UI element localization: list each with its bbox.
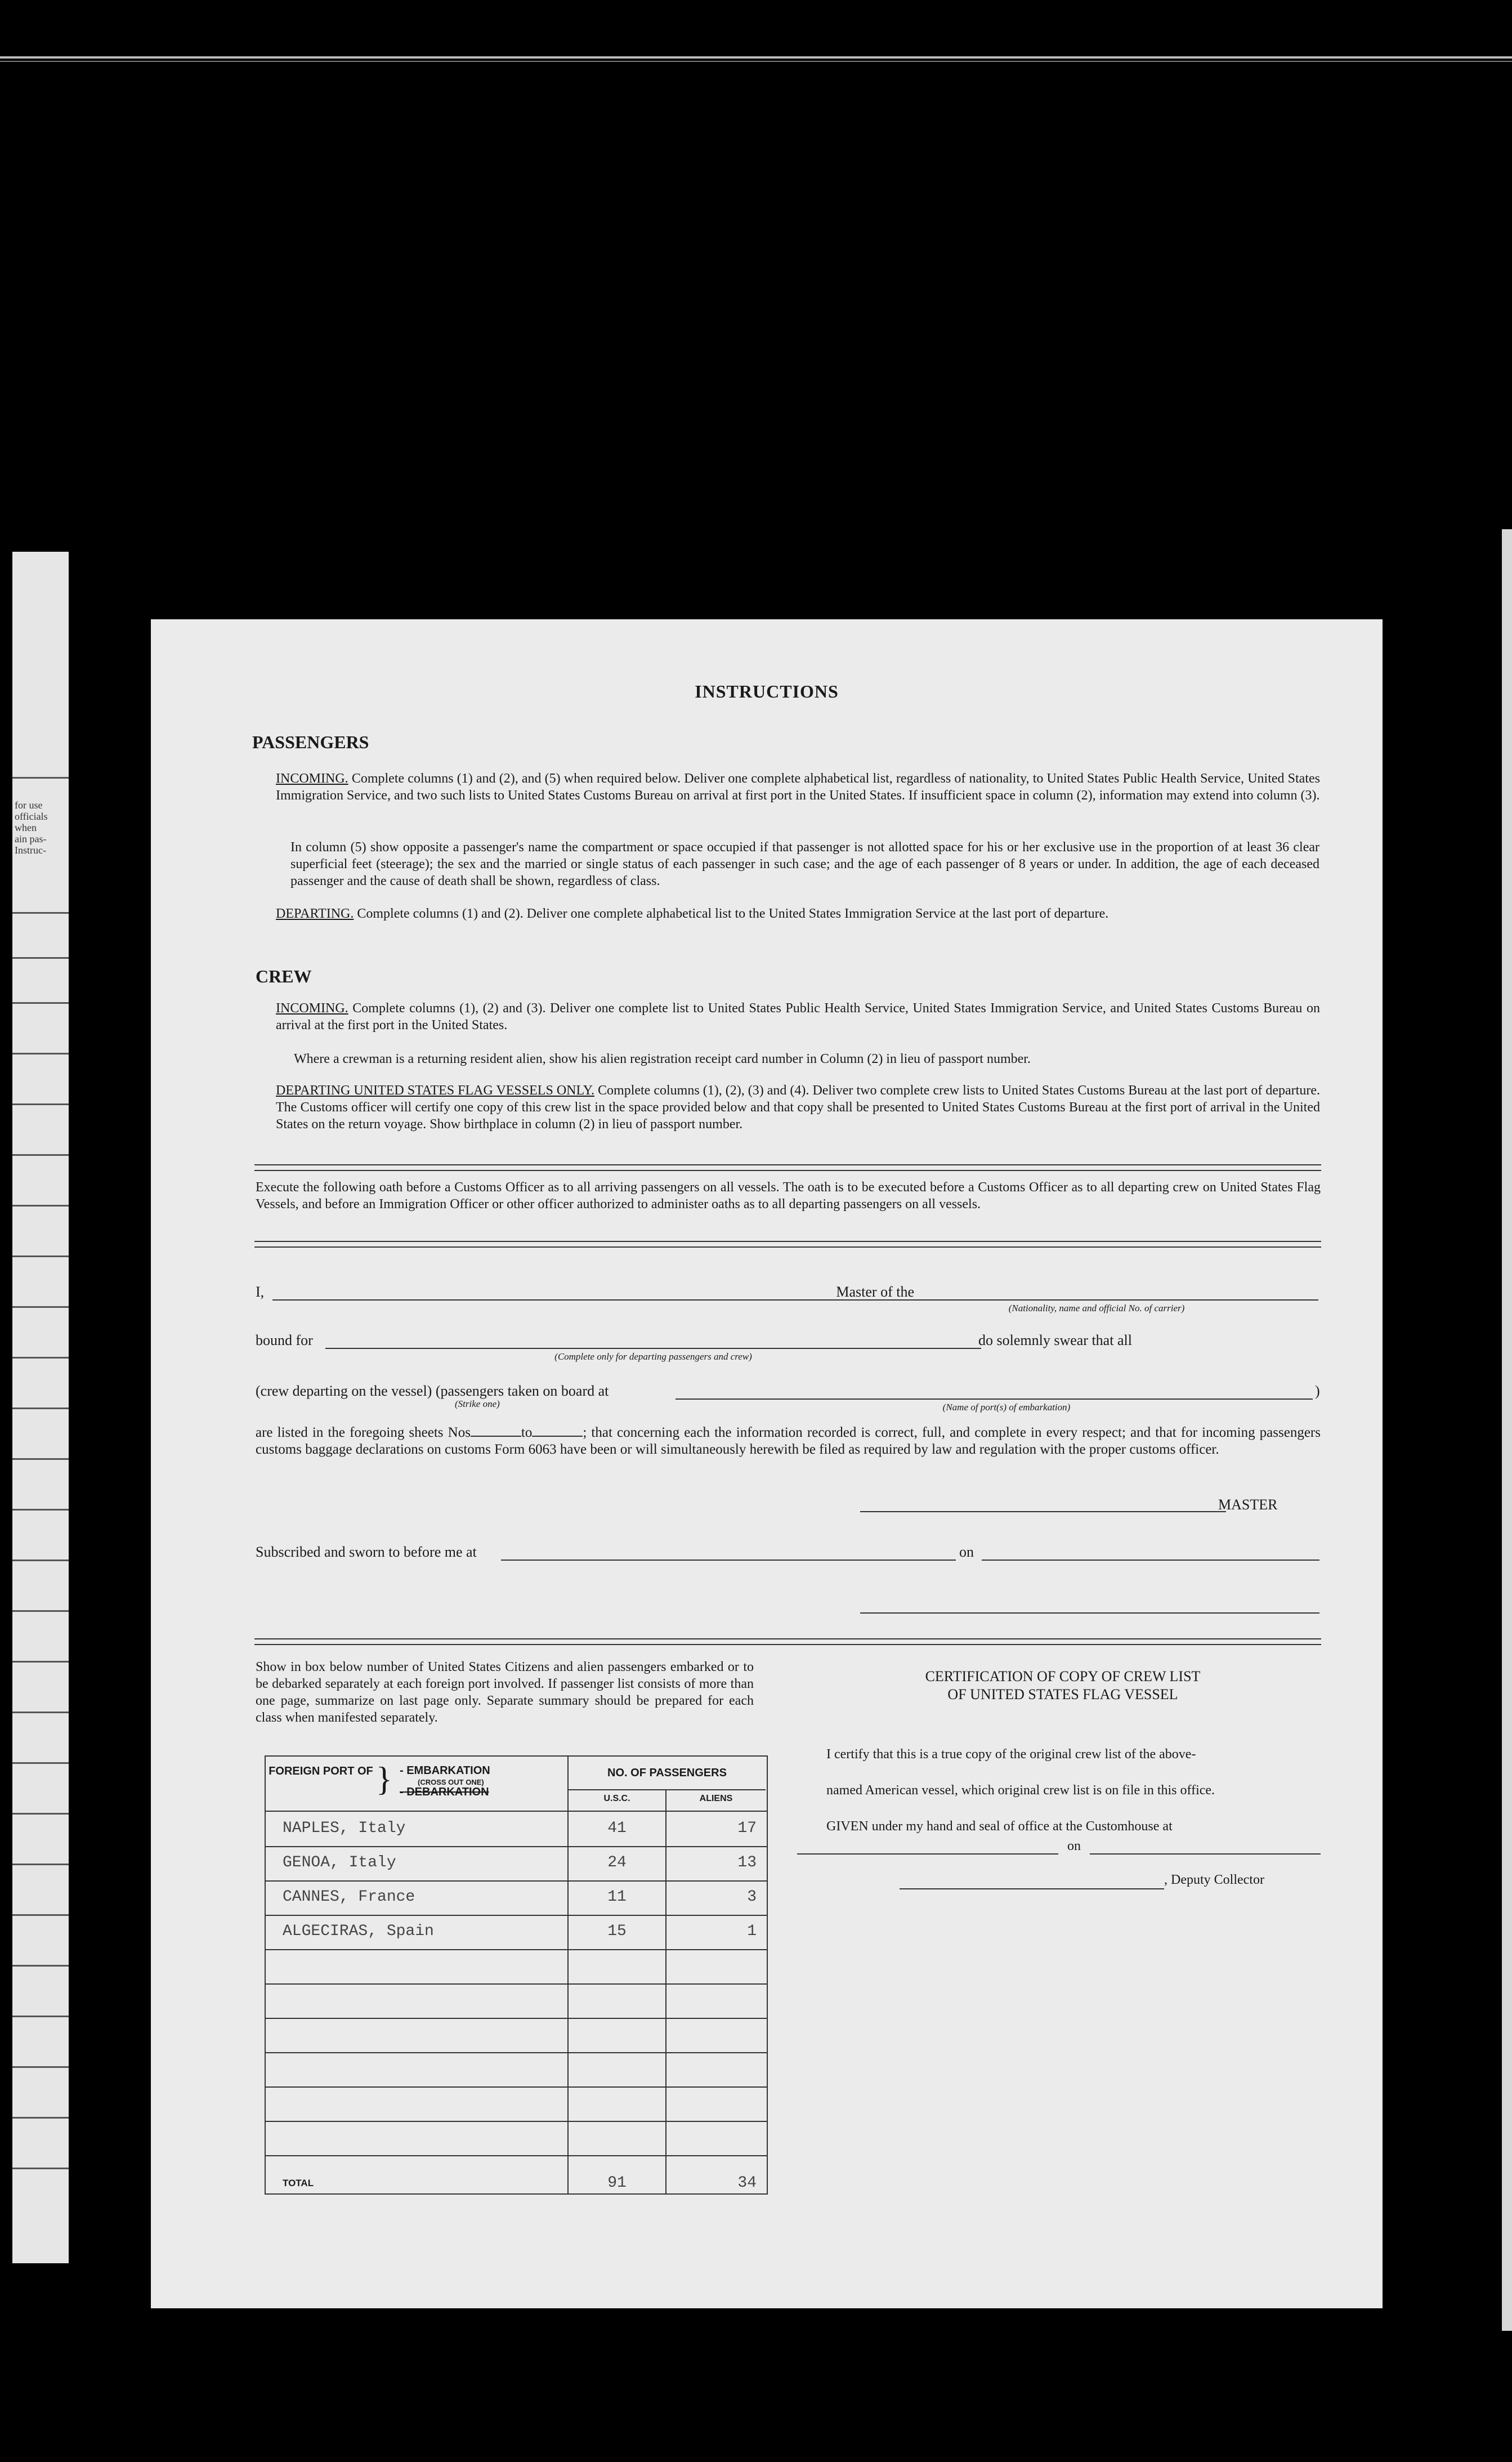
aliens-cell: 13 [737,1854,757,1871]
table-row [266,2086,767,2122]
crew-incoming-text: Complete columns (1), (2) and (3). Deliver one complete list to United States Public Health Service, United States Immigration Service, and United States Customs Bureau on arrival at the first port in the United States. [276,1001,1320,1033]
table-rule [569,1789,766,1790]
total-aliens: 34 [737,2174,757,2192]
bound-for-caption: (Complete only for departing passengers and crew) [554,1351,752,1362]
port-cell: ALGECIRAS, Spain [283,1923,434,1940]
table-row [266,2018,767,2053]
crew-incoming [276,1000,1320,1034]
port-cell: NAPLES, Italy [283,1820,406,1837]
oath-intro: Execute the following oath before a Customs Officer as to all arriving passengers on all vessels. The oath is to be executed before a Customs Officer as to all departing crew on United States Flag Vessels, and before an Immigration Officer or other officer authorized to administer oaths as to all departing passengers on all vessels. [256,1180,1321,1212]
table-row [266,2121,767,2156]
table-row [266,2052,767,2088]
subscribed-label: Subscribed and sworn to before me at [256,1544,477,1560]
sworn-at-field[interactable] [501,1560,956,1561]
divider [254,1638,1321,1645]
adjacent-page-strip: for use officials when ain pas- Instruc- [12,552,69,2263]
col-header-cross: (CROSS OUT ONE) [418,1778,484,1786]
customhouse-field[interactable] [797,1853,1058,1855]
listed-to: to [521,1425,533,1440]
oath-i-label: I, [256,1284,265,1300]
listed-b: ; that concerning each the information recorded is correct, full, and complete in every respect; and that for incoming passengers customs baggage declarations on customs Form 6063 have been or will simultaneously herewith be filed as required by law and regulation with the proper customs officer. [256,1425,1321,1457]
passenger-summary-table [265,1755,768,2195]
col-header-embarkation: - EMBARKATION [400,1764,490,1777]
passengers-incoming [276,770,1320,804]
bound-for-label: bound for [256,1332,313,1348]
certification-title-1: CERTIFICATION OF COPY OF CREW LIST [925,1668,1201,1684]
scan-edge-line [0,61,1512,62]
carrier-caption: (Nationality, name and official No. of carrier) [1008,1303,1185,1313]
embarkation-ports-field[interactable] [676,1398,1313,1400]
certification-title-2: OF UNITED STATES FLAG VESSEL [947,1686,1178,1703]
strike-one-caption: (Strike one) [455,1398,500,1409]
crew-passengers-label: (crew departing on the vessel) (passengers taken on board at [256,1383,609,1399]
table-row [266,1949,767,1985]
crew-incoming-label: INCOMING. [276,1001,348,1016]
close-paren: ) [1315,1383,1320,1399]
certification-title [809,1668,1316,1704]
table-row [266,1812,767,1847]
adjacent-page-edge [1502,529,1512,2331]
passengers-incoming-text: Complete columns (1) and (2), and (5) when required below. Deliver one complete alphabetical list, regardless of nationality, to United States Public Health Service, United States Immigration Service, and two such lists to United States Customs Bureau on arrival at first port in the United States. If insufficient space in column (2), information may extend into column (3). [276,771,1320,803]
col-header-passengers: NO. OF PASSENGERS [607,1767,727,1779]
passengers-departing [276,905,1320,922]
summary-intro: Show in box below number of United States Citizens and alien passengers embarked or to be debarked separately at each foreign port involved. If passenger list consists of more than one page, summarize on last page only. Separate summary should be prepared for each class when manifested separately. [256,1660,754,1725]
certification-on-label: on [1067,1839,1081,1853]
table-row [266,1983,767,2019]
aliens-cell: 1 [747,1923,757,1940]
passengers-departing-text: Complete columns (1) and (2). Deliver one complete alphabetical list to the United States Immigration Service at the last port of departure. [357,906,1109,921]
deputy-collector-label: , Deputy Collector [1164,1873,1264,1887]
carrier-field[interactable] [858,1299,1318,1301]
brace-icon: } [376,1761,392,1798]
passengers-incoming-label: INCOMING. [276,771,348,786]
sworn-date-field[interactable] [982,1560,1319,1561]
crew-resident: Where a crewman is a returning resident alien, show his alien registration receipt card number in Column (2) in lieu of passport number. [294,1052,1031,1066]
ports-caption: (Name of port(s) of embarkation) [942,1402,1071,1413]
certification-line-1: I certify that this is a true copy of the original crew list of the above- [826,1747,1196,1762]
listed-statement [256,1424,1321,1458]
port-cell: GENOA, Italy [283,1854,396,1871]
col-header-port: FOREIGN PORT OF [269,1765,373,1777]
usc-cell: 24 [607,1854,627,1871]
master-signature-field[interactable] [860,1511,1226,1512]
form-page [151,619,1383,2308]
usc-cell: 15 [607,1923,627,1940]
passengers-heading: PASSENGERS [252,732,369,752]
page-title: INSTRUCTIONS [695,681,839,701]
sworn-on-label: on [959,1544,974,1560]
col-header-debarkation: - DEBARKATION [400,1786,489,1798]
certification-line-3: GIVEN under my hand and seal of office at the Customhouse at [826,1819,1173,1834]
sheet-from-field[interactable] [471,1436,521,1437]
listed-a: are listed in the foregoing sheets Nos [256,1425,471,1440]
deputy-signature-field[interactable] [900,1888,1164,1889]
total-usc: 91 [607,2174,627,2192]
table-row [266,1880,767,1916]
crew-departing-label: DEPARTING UNITED STATES FLAG VESSELS ONLY. [276,1083,594,1098]
divider [254,1164,1321,1171]
crew-departing-text: Complete columns (1), (2), (3) and (4). Deliver two complete crew lists to United States Customs Bureau at the last port of departure. The Customs officer will certify one copy of this crew list in the space provided below and that copy shall be presented to United States Customs Bureau at the first port of arrival in the United States on the return voyage. Show birthplace in column (2) in lieu of passport number. [276,1083,1320,1132]
table-row [266,1915,767,1950]
bound-for-field[interactable] [325,1348,981,1349]
passengers-departing-label: DEPARTING. [276,906,354,921]
passengers-column5: In column (5) show opposite a passenger's name the compartment or space occupied if that passenger is not allotted space for his or her exclusive use in the proportion of at least 36 clear superficial feet (steerage); the sex and the married or single status of each passenger in such case; and the age of each passenger of 8 years or under. In addition, the age of each deceased passenger and the cause of death shall be shown, regardless of class. [290,840,1319,888]
aliens-cell: 17 [737,1820,757,1837]
swear-text: do solemnly swear that all [978,1332,1132,1348]
table-row [266,1846,767,1882]
port-cell: CANNES, France [283,1888,415,1906]
certification-body [826,1736,1322,1844]
certification-line-2: named American vessel, which original crew list is on file in this office. [826,1783,1215,1798]
usc-cell: 11 [607,1888,627,1906]
divider [254,1241,1321,1248]
crew-heading: CREW [256,966,312,986]
officer-signature-field[interactable] [860,1612,1319,1614]
crew-departing [276,1082,1320,1133]
aliens-cell: 3 [747,1888,757,1906]
col-header-aliens: ALIENS [699,1794,733,1803]
usc-cell: 41 [607,1820,627,1837]
col-header-usc: U.S.C. [603,1794,630,1803]
scan-edge-line [0,56,1512,59]
total-label: TOTAL [283,2178,314,2188]
master-of-label: Master of the [836,1284,914,1300]
certification-date-field[interactable] [1090,1853,1321,1855]
master-label: MASTER [1218,1496,1278,1513]
sheet-to-field[interactable] [532,1436,583,1437]
